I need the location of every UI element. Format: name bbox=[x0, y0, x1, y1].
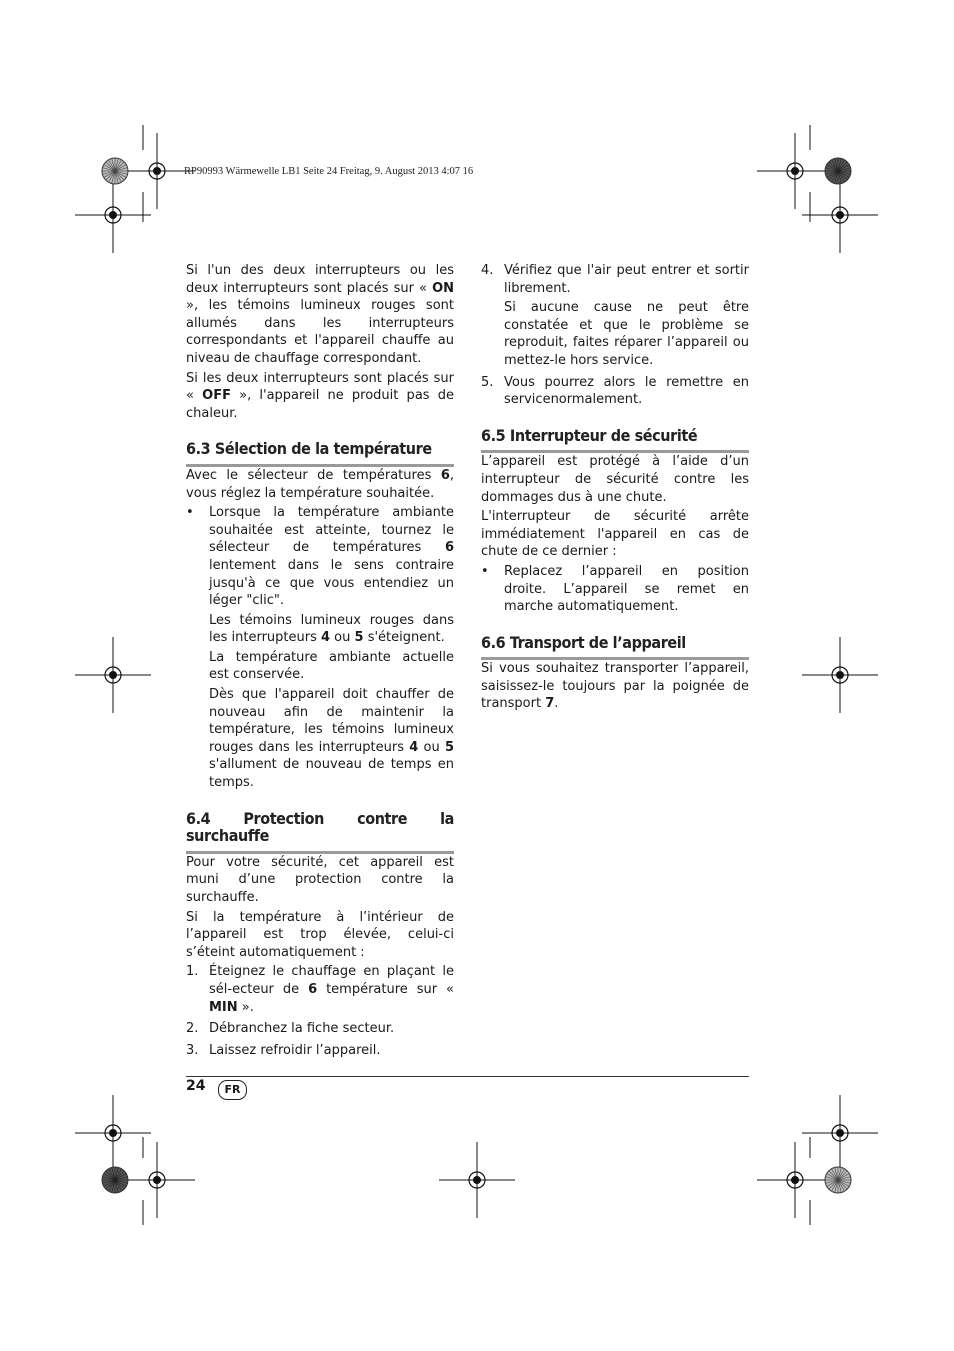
paragraph: L’appareil est protégé à l’aide d’un interrupteur de sécurité contre les dommages dus à une chute. bbox=[481, 454, 749, 505]
sub-paragraph: Dès que l'appareil doit chauffer de nouveau afin de maintenir la température, les témoins lumineux rouges dans les interrupteurs 4 ou 5 s'allument de nouveau de temps en temps. bbox=[209, 687, 454, 791]
bullet-item bbox=[481, 563, 749, 616]
numbered-step bbox=[186, 1042, 454, 1060]
step-text: Vérifiez que l'air peut entrer et sortir librement. bbox=[504, 263, 749, 296]
intro-paragraph: Si les deux interrupteurs sont placés sur « OFF », l'appareil ne produit pas de chaleur. bbox=[186, 370, 454, 421]
step-number: 2. bbox=[186, 1021, 199, 1037]
step-number: 1. bbox=[186, 964, 199, 980]
numbered-step bbox=[186, 1020, 454, 1038]
bullet-text: Lorsque la température ambiante souhaitée est atteinte, tournez le sélecteur de températures 6 lentement dans le sens contraire jusqu'à ce que vous entendiez un léger "clic". bbox=[209, 505, 454, 609]
paragraph: L'interrupteur de sécurité arrête immédiatement l'appareil en cas de chute de ce dernier : bbox=[481, 509, 749, 560]
left-column bbox=[186, 262, 454, 1061]
page-number: 24 bbox=[186, 1078, 206, 1094]
step-number: 3. bbox=[186, 1042, 199, 1058]
step-number: 5. bbox=[481, 374, 494, 390]
bullet-text: Replacez l’appareil en position droite. L’appareil se remet en marche automatiquement. bbox=[504, 563, 749, 615]
language-badge: FR bbox=[218, 1080, 247, 1100]
numbered-step bbox=[186, 963, 454, 1016]
step-text: Débranchez la fiche secteur. bbox=[209, 1021, 395, 1037]
bullet-icon: • bbox=[481, 563, 489, 579]
sub-paragraph: La température ambiante actuelle est conservée. bbox=[209, 649, 454, 683]
section-title-6-6: 6.6 Transport de l’appareil bbox=[481, 634, 749, 661]
bullet-item bbox=[186, 504, 454, 610]
step-text: Laissez refroidir l’appareil. bbox=[209, 1042, 381, 1058]
step-number: 4. bbox=[481, 263, 494, 278]
step-text: Vous pourrez alors le remettre en servicenormalement. bbox=[504, 374, 749, 408]
section-title-6-3: 6.3 Sélection de la température bbox=[186, 440, 454, 467]
numbered-step bbox=[481, 262, 749, 297]
paragraph: Avec le sélecteur de températures 6, vous réglez la température souhaitée. bbox=[186, 467, 454, 501]
section-title-6-5: 6.5 Interrupteur de sécurité bbox=[481, 427, 749, 454]
bullet-icon: • bbox=[186, 505, 194, 521]
right-column bbox=[481, 262, 749, 715]
section-title-6-4: 6.4 Protection contre la surchauffe bbox=[186, 810, 454, 854]
print-header: RP90993 Wärmewelle LB1 Seite 24 Freitag, 9. August 2013 4:07 16 bbox=[184, 166, 474, 177]
footer-rule bbox=[186, 1076, 749, 1077]
intro-paragraph: Si l'un des deux interrupteurs ou les deux interrupteurs sont placés sur « ON », les témoins lumineux rouges sont allumés dans les interrupteurs correspondants et l'appareil chauffe au niveau de chauffage correspondant. bbox=[186, 263, 454, 366]
paragraph: Si la température à l’intérieur de l’appareil est trop élevée, celui-ci s’éteint automatiquement : bbox=[186, 909, 454, 960]
sub-paragraph: Les témoins lumineux rouges dans les interrupteurs 4 ou 5 s'éteignent. bbox=[209, 612, 454, 646]
paragraph: Si vous souhaitez transporter l’appareil, saisissez-le toujours par la poignée de transport 7. bbox=[481, 661, 749, 712]
numbered-step bbox=[481, 374, 749, 409]
sub-paragraph: Si aucune cause ne peut être constatée et que le problème se reproduit, faites réparer l’appareil ou mettez-le hors service. bbox=[504, 300, 749, 368]
paragraph: Pour votre sécurité, cet appareil est muni d’une protection contre la surchauffe. bbox=[186, 854, 454, 905]
step-text: Éteignez le chauffage en plaçant le sél-ecteur de 6 température sur « MIN ». bbox=[209, 964, 454, 1015]
